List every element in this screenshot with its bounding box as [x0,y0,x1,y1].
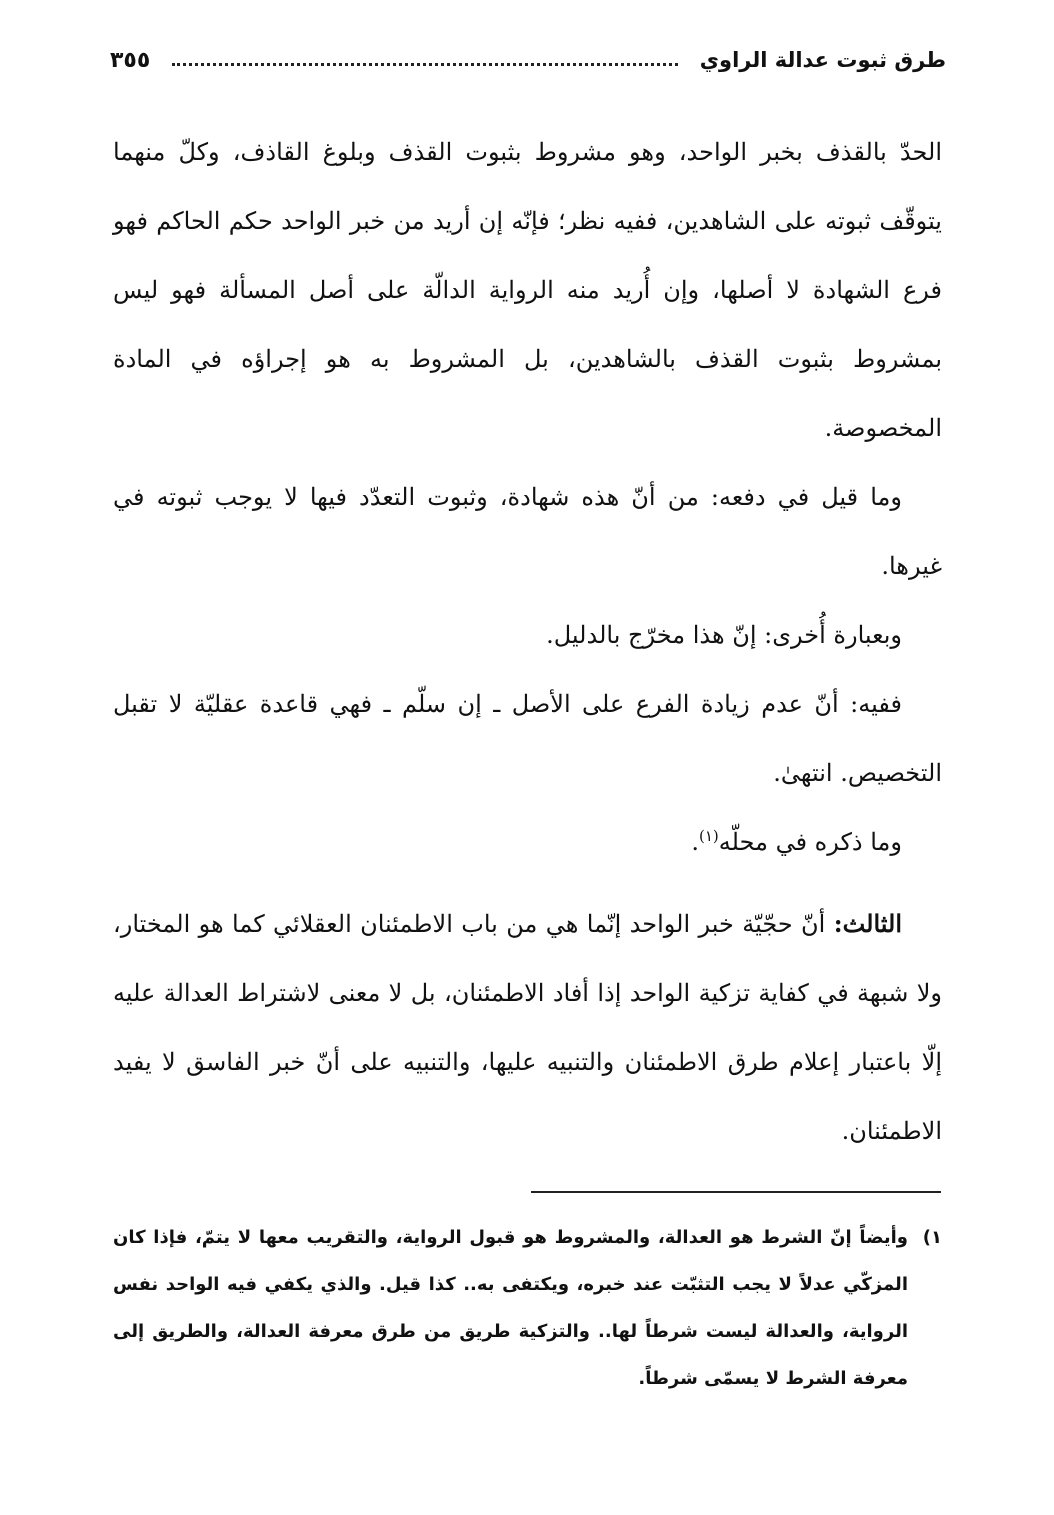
footnote-separator [531,1191,941,1193]
paragraph-6 [113,889,942,1166]
page-header [110,38,946,82]
footnote-reference[interactable]: (١) [699,827,719,845]
main-text [113,118,942,1166]
footnotes [113,1214,942,1402]
paragraph-4: ففيه: أنّ عدم زيادة الفرع على الأصل ـ إن سلّم ـ فهي قاعدة عقليّة لا تقبل التخصيص. انتهىٰ. [113,690,942,787]
paragraph-6-text: أنّ حجّيّة خبر الواحد إنّما هي من باب الاطمئنان العقلائي كما هو المختار، ولا شبهة في كفاية تزكية الواحد إذا أفاد الاطمئنان، بل لا معنى لاشتراط العدالة عليه إلّا باعتبار إعلام طرق الاطمئنان والتنبيه عليها، والتنبيه على أنّ خبر الفاسق لا يفيد الاطمئنان. [113,910,942,1145]
paragraph-3: وبعبارة أُخرى: إنّ هذا مخرّج بالدليل. [546,621,902,649]
paragraph-1: الحدّ بالقذف بخبر الواحد، وهو مشروط بثبوت القذف وبلوغ القاذف، وكلّ منهما يتوقّف ثبوته على الشاهدين، ففيه نظر؛ فإنّه إن أريد من خبر الواحد حكم الحاكم فهو فرع الشهادة لا أصلها، وإن أُريد منه الرواية الدالّة على أصل المسألة فهو ليس بمشروط بثبوت القذف بالشاهدين، بل المشروط به هو إجراؤه في المادة المخصوصة. [113,138,942,442]
footnote-number: ١) [922,1227,942,1248]
paragraph-5-end: . [691,828,699,856]
paragraph-2: وما قيل في دفعه: من أنّ هذه شهادة، وثبوت التعدّد فيها لا يوجب ثبوته في غيرها. [113,483,942,580]
paragraph-5-text: وما ذكره في محلّه [718,828,902,856]
header-dot-leader [172,63,677,66]
running-title: طرق ثبوت عدالة الراوي [699,48,946,72]
paragraph-5 [113,808,942,877]
page-number: ٣٥٥ [110,47,151,73]
footnote-item [113,1214,942,1402]
section-lead-word: الثالث: [833,909,902,938]
footnote-text: وأيضاً إنّ الشرط هو العدالة، والمشروط هو قبول الرواية، والتقريب معها لا يتمّ، فإذا كان المزكّي عدلاً لا يجب التثبّت عند خبره، ويكتفى به.. كذا قيل. والذي يكفي فيه الواحد نفس الرواية، والعدالة ليست شرطاً لها.. والتزكية طريق من طرق معرفة العدالة، والطريق إلى معرفة الشرط لا يسمّى شرطاً. [113,1227,908,1389]
